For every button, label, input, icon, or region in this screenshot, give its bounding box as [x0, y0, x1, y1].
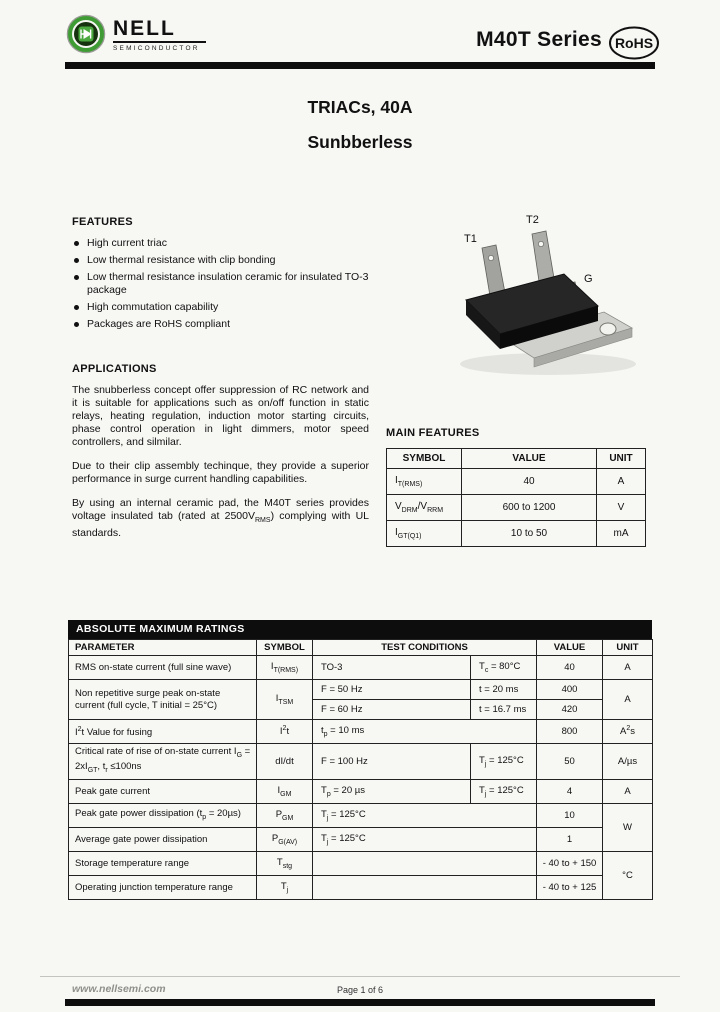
- brand-text: [113, 14, 206, 52]
- cell-symbol: $I_{GT(Q1)}$: [387, 521, 462, 547]
- cell-condition: [313, 875, 537, 899]
- feature-text: Low thermal resistance with clip bonding: [87, 254, 276, 266]
- cell-value: 420: [537, 700, 603, 720]
- title-line-1: TRIACs, 40A: [307, 97, 413, 117]
- cell-value: 400: [537, 680, 603, 700]
- brand-name: NELL: [113, 18, 206, 43]
- cell-value: 10: [537, 803, 603, 827]
- main-features-heading: MAIN FEATURES: [386, 427, 480, 439]
- nell-logo-icon: [66, 14, 106, 54]
- feature-text: Low thermal resistance insulation ceramic for insulated TO-3 package: [87, 271, 369, 296]
- col-symbol: SYMBOL: [387, 449, 462, 469]
- applications-paragraph: Due to their clip assembly techinque, they provide a superior performance in surge current handling capabilities.: [72, 460, 369, 485]
- package-image: [436, 208, 636, 388]
- table-row: [69, 680, 653, 700]
- cell-symbol: $T_j$: [257, 875, 313, 899]
- cell-condition: $t_p = 10$ ms: [313, 720, 537, 744]
- cell-parameter: $I^2t$ Value for fusing: [69, 720, 257, 744]
- cell-symbol: $V_{DRM}/V_{RRM}$: [387, 495, 462, 521]
- cell-symbol: $I^2t$: [257, 720, 313, 744]
- cell-unit: A/µs: [603, 744, 653, 780]
- feature-text: Packages are RoHS compliant: [87, 318, 230, 330]
- cell-condition: F = 60 Hz: [313, 700, 471, 720]
- footer-website: www.nellsemi.com: [72, 983, 166, 995]
- brand-subtitle: SEMICONDUCTOR: [113, 45, 200, 52]
- cell-parameter: Peak gate power dissipation $(t_p = 20\mu s)$: [69, 803, 257, 827]
- cell-unit: V: [597, 495, 646, 521]
- main-features-table: [386, 448, 646, 547]
- cell-symbol: $P_{GM}$: [257, 803, 313, 827]
- table-header-row: [69, 640, 653, 656]
- list-item: [72, 301, 384, 314]
- cell-parameter: Operating junction temperature range: [69, 875, 257, 899]
- bullet-icon: [74, 322, 79, 327]
- table-row: [69, 656, 653, 680]
- bullet-icon: [74, 305, 79, 310]
- cell-value: 40: [462, 469, 597, 495]
- cell-symbol: $I_{TSM}$: [257, 680, 313, 720]
- amr-heading: ABSOLUTE MAXIMUM RATINGS: [68, 620, 652, 639]
- bullet-icon: [74, 241, 79, 246]
- footer-bar: [65, 999, 655, 1006]
- cell-value: 1: [537, 827, 603, 851]
- applications-paragraph: The snubberless concept offer suppression of RC network and it is suitable for applications such as on/off function in static relays, heating regulation, induction motor starting circuits, phase control operation in light dimmers, motor speed controllers, and silmilar.: [72, 384, 369, 448]
- cell-symbol: $I_{T(RMS)}$: [257, 656, 313, 680]
- cell-condition: F = 50 Hz: [313, 680, 471, 700]
- title-line-2: Sunbberless: [307, 132, 413, 152]
- cell-value: 40: [537, 656, 603, 680]
- table-row: [387, 521, 646, 547]
- cell-unit: A: [597, 469, 646, 495]
- cell-condition: TO-3: [313, 656, 471, 680]
- cell-parameter: Average gate power dissipation: [69, 827, 257, 851]
- col-symbol: SYMBOL: [257, 640, 313, 656]
- applications-section: [72, 363, 369, 551]
- col-unit: UNIT: [603, 640, 653, 656]
- cell-condition: t = 16.7 ms: [471, 700, 537, 720]
- cell-condition: $T_j = 125^\circ C$: [471, 744, 537, 780]
- cell-value: - 40 to + 150: [537, 851, 603, 875]
- table-row: [69, 827, 653, 851]
- table-row: [69, 875, 653, 899]
- cell-condition: $T_j = 125^\circ C$: [471, 779, 537, 803]
- cell-symbol: $T_{stg}$: [257, 851, 313, 875]
- table-row: [69, 744, 653, 780]
- cell-parameter: Non repetitive surge peak on-state current (full cycle, T initial = 25°C): [69, 680, 257, 720]
- rohs-label: RoHS: [614, 35, 654, 51]
- table-row: [387, 495, 646, 521]
- cell-condition: $T_p = 20$ µs: [313, 779, 471, 803]
- applications-paragraph: By using an internal ceramic pad, the M40T series provides voltage insulated tab (rated at $2500V_{RMS}$) complying with UL standards.: [72, 497, 369, 540]
- cell-parameter: Peak gate current: [69, 779, 257, 803]
- cell-symbol: $I_{T(RMS)}$: [387, 469, 462, 495]
- col-parameter: PARAMETER: [69, 640, 257, 656]
- cell-parameter: Critical rate of rise of on-state current $I_G = 2xI_{GT}$, $t_r \le 100ns$: [69, 744, 257, 780]
- cell-unit: A: [603, 779, 653, 803]
- applications-heading: APPLICATIONS: [72, 363, 157, 375]
- terminal-label-g: G: [584, 273, 593, 285]
- list-item: [72, 318, 384, 331]
- terminal-label-t1: T1: [464, 233, 477, 245]
- page-title: [0, 90, 720, 160]
- cell-condition: $T_j = 125^\circ C$: [313, 803, 537, 827]
- cell-symbol: $I_{GM}$: [257, 779, 313, 803]
- table-row: [69, 720, 653, 744]
- cell-value: 600 to 1200: [462, 495, 597, 521]
- bullet-icon: [74, 275, 79, 280]
- header-rule: [65, 62, 655, 69]
- cell-unit: $A^2s$: [603, 720, 653, 744]
- list-item: [72, 237, 384, 250]
- cell-value: 800: [537, 720, 603, 744]
- col-conditions: TEST CONDITIONS: [313, 640, 537, 656]
- feature-text: High current triac: [87, 237, 167, 249]
- cell-unit: °C: [603, 851, 653, 899]
- cell-condition: $T_j = 125^\circ C$: [313, 827, 537, 851]
- table-row: [69, 851, 653, 875]
- cell-unit: A: [603, 656, 653, 680]
- cell-condition: [313, 851, 537, 875]
- terminal-label-t2: T2: [526, 214, 539, 226]
- table-row: [69, 779, 653, 803]
- cell-symbol: dI/dt: [257, 744, 313, 780]
- list-item: [72, 271, 384, 297]
- series-title: M40T Series: [476, 28, 602, 51]
- absolute-maximum-ratings-table: [68, 639, 653, 900]
- table-row: [387, 469, 646, 495]
- cell-unit: mA: [597, 521, 646, 547]
- cell-symbol: $P_{G(AV)}$: [257, 827, 313, 851]
- nell-logo: [66, 14, 206, 54]
- footer-page-number: Page 1 of 6: [336, 985, 384, 995]
- cell-condition: $T_c = 80^\circ C$: [471, 656, 537, 680]
- cell-value: 10 to 50: [462, 521, 597, 547]
- feature-text: High commutation capability: [87, 301, 219, 313]
- cell-value: - 40 to + 125: [537, 875, 603, 899]
- cell-condition: F = 100 Hz: [313, 744, 471, 780]
- col-value: VALUE: [537, 640, 603, 656]
- cell-unit: W: [603, 803, 653, 851]
- absolute-maximum-ratings-section: [68, 620, 652, 900]
- bullet-icon: [74, 258, 79, 263]
- cell-parameter: Storage temperature range: [69, 851, 257, 875]
- cell-unit: A: [603, 680, 653, 720]
- rohs-logo-icon: [608, 25, 660, 61]
- footer-rule: [40, 976, 680, 977]
- features-heading: FEATURES: [72, 216, 133, 228]
- table-row: [69, 803, 653, 827]
- table-header-row: [387, 449, 646, 469]
- col-unit: UNIT: [597, 449, 646, 469]
- main-features-section: [386, 427, 645, 547]
- cell-condition: t = 20 ms: [471, 680, 537, 700]
- cell-parameter: RMS on-state current (full sine wave): [69, 656, 257, 680]
- cell-value: 50: [537, 744, 603, 780]
- features-section: [72, 216, 384, 335]
- list-item: [72, 254, 384, 267]
- cell-value: 4: [537, 779, 603, 803]
- col-value: VALUE: [462, 449, 597, 469]
